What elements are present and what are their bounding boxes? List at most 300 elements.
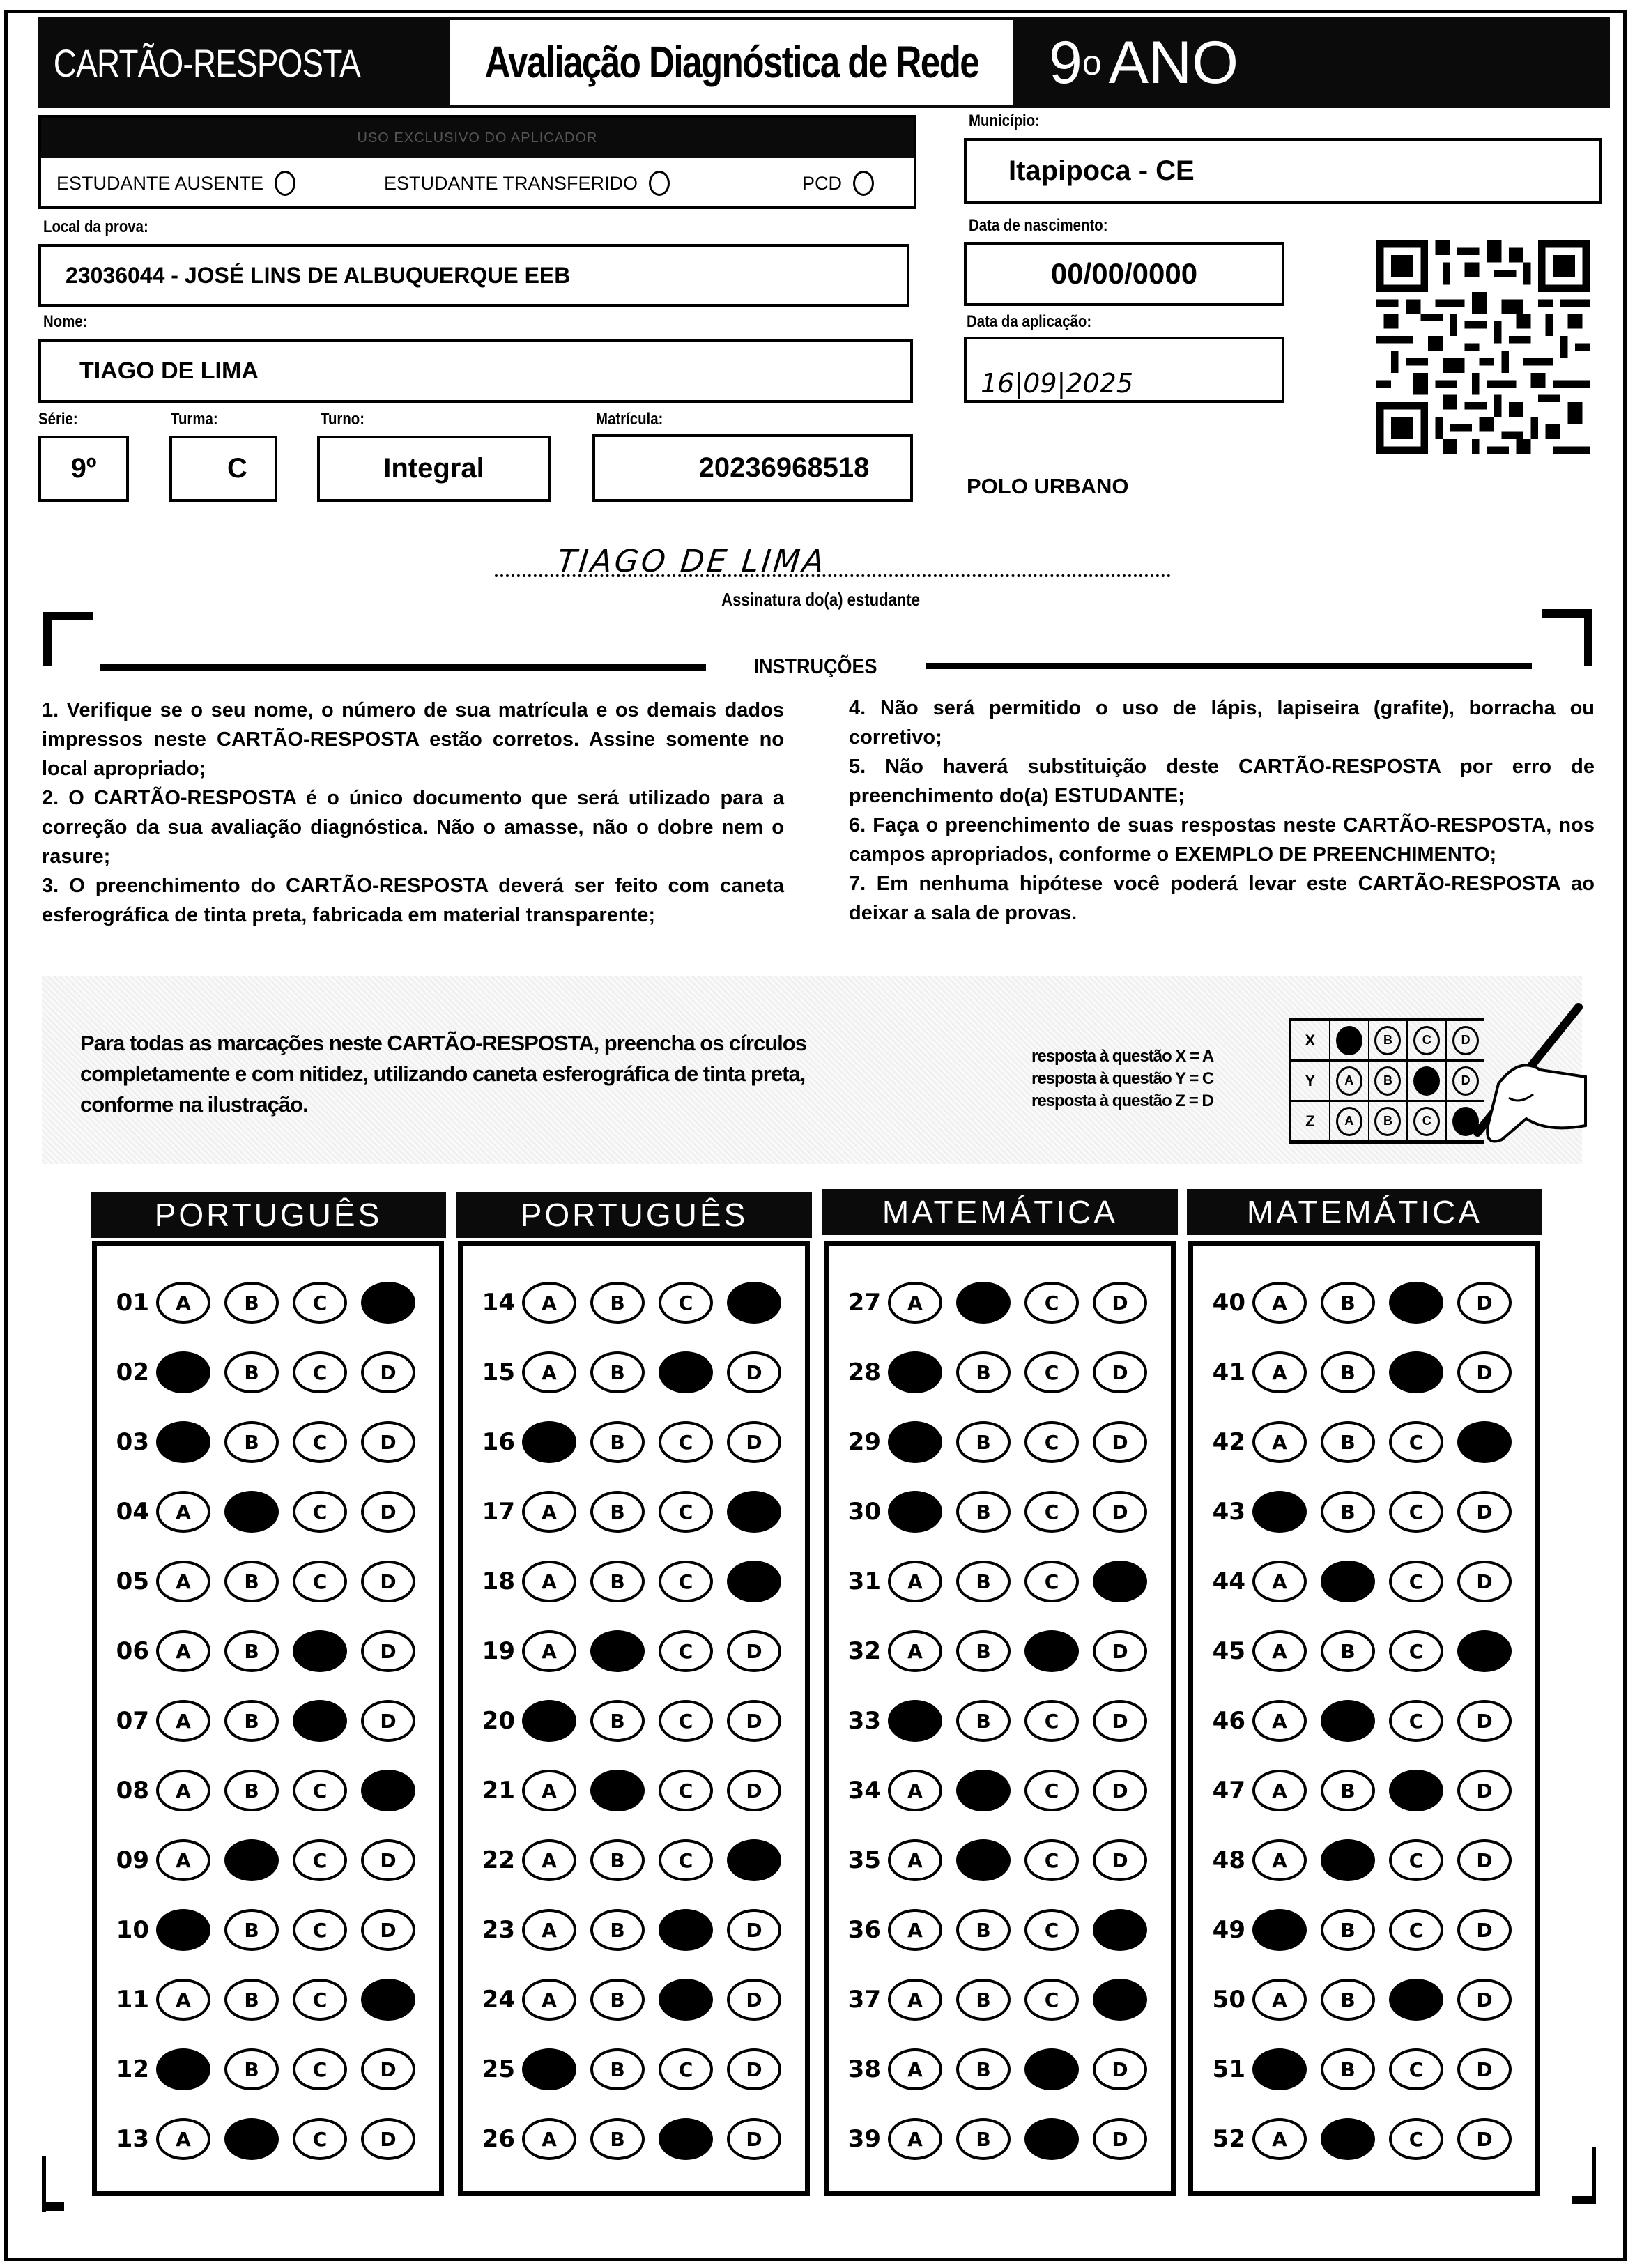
question-row <box>1204 1351 1526 1393</box>
hand-pen-icon <box>1436 1000 1589 1160</box>
question-number: 52 <box>1212 2125 1245 2153</box>
bubble-d[interactable] <box>361 1282 415 1324</box>
matricula-field <box>592 434 913 502</box>
bubble-a[interactable]: A <box>156 1630 210 1672</box>
question-number: 18 <box>482 1568 515 1595</box>
question-row <box>1204 1421 1526 1463</box>
bubble-a[interactable]: A <box>1252 2118 1307 2160</box>
bubble-c[interactable]: C <box>659 2048 713 2090</box>
question-row <box>839 1979 1161 2021</box>
question-row <box>473 1491 795 1533</box>
bubble-b[interactable]: B <box>224 1630 279 1672</box>
bubble-d[interactable]: D <box>1093 2048 1147 2090</box>
bubble-c[interactable]: C <box>1389 1491 1443 1533</box>
question-row <box>839 1770 1161 1811</box>
bubble-b[interactable]: B <box>956 1561 1011 1602</box>
radio-pcd[interactable] <box>853 171 874 196</box>
bubble-c[interactable]: C <box>1389 1561 1443 1602</box>
bubble-d[interactable]: D <box>361 1839 415 1881</box>
question-number: 27 <box>847 1289 881 1317</box>
bubble-d[interactable] <box>1093 1561 1147 1602</box>
bubble-a[interactable]: A <box>888 1839 942 1881</box>
bubble-a[interactable]: A <box>888 1282 942 1324</box>
aplicacao-label: Data da aplicação: <box>967 312 1092 331</box>
bubble-a[interactable] <box>522 1700 576 1742</box>
bubble-d[interactable]: D <box>727 1979 781 2021</box>
bubble-b[interactable] <box>224 2118 279 2160</box>
bubble-b[interactable]: B <box>956 1909 1011 1951</box>
corner-mark-br-h <box>1572 2196 1595 2204</box>
example-cell <box>1368 1062 1407 1100</box>
bubble-b[interactable]: B <box>1321 1909 1375 1951</box>
bubble-a[interactable] <box>888 1700 942 1742</box>
instruction-7: 7. Em nenhuma hipótese você poderá levar este CARTÃO-RESPOSTA ao deixar a sala de provas. <box>849 873 1595 924</box>
bubble-c[interactable] <box>1024 2048 1079 2090</box>
bubble-d[interactable]: D <box>727 1909 781 1951</box>
question-number: 46 <box>1212 1707 1245 1735</box>
bubble-a[interactable]: A <box>522 1909 576 1951</box>
bubble-b[interactable]: B <box>1321 1351 1375 1393</box>
bubble-a[interactable] <box>1252 2048 1307 2090</box>
bubble-d[interactable] <box>1457 1421 1512 1463</box>
turma-field <box>169 436 277 502</box>
question-row <box>1204 1561 1526 1602</box>
bubble-c[interactable]: C <box>293 1282 347 1324</box>
bubble-c[interactable] <box>659 2118 713 2160</box>
bubble-b[interactable]: B <box>956 1700 1011 1742</box>
bubble-c[interactable]: C <box>293 1491 347 1533</box>
bubble-c[interactable]: C <box>659 1630 713 1672</box>
bubble-c[interactable]: C <box>1389 1421 1443 1463</box>
bubble-c[interactable] <box>1389 1770 1443 1811</box>
bubble-a[interactable] <box>1252 1491 1307 1533</box>
bubble-d[interactable]: D <box>361 2118 415 2160</box>
bubble-a[interactable] <box>522 2048 576 2090</box>
bubble-c[interactable] <box>1389 1282 1443 1324</box>
bubble-b[interactable]: B <box>224 1909 279 1951</box>
question-row <box>107 1700 429 1742</box>
bubble-d[interactable]: D <box>1093 1839 1147 1881</box>
section-header-1: PORTUGUÊS <box>91 1192 446 1238</box>
bubble-c[interactable]: C <box>659 1839 713 1881</box>
bubble-d[interactable]: D <box>361 1421 415 1463</box>
bubble-b[interactable]: B <box>224 1282 279 1324</box>
section-header-4: MATEMÁTICA <box>1187 1189 1542 1235</box>
bubble-a[interactable]: A <box>522 1491 576 1533</box>
bubble-c[interactable]: C <box>1024 1770 1079 1811</box>
question-number: 31 <box>847 1568 881 1595</box>
bubble-c[interactable]: C <box>1024 1351 1079 1393</box>
question-row <box>473 1351 795 1393</box>
bubble-a[interactable]: A <box>888 1630 942 1672</box>
bubble-b[interactable]: B <box>956 1421 1011 1463</box>
aplicacao-field[interactable] <box>964 337 1284 403</box>
question-number: 01 <box>116 1289 149 1317</box>
bubble-d[interactable] <box>727 1491 781 1533</box>
bubble-b[interactable]: B <box>224 1700 279 1742</box>
bubble-a[interactable] <box>156 1909 210 1951</box>
bubble-b[interactable]: B <box>590 1839 645 1881</box>
question-row <box>1204 1909 1526 1951</box>
example-bubble-d: D <box>1452 1066 1479 1096</box>
bubble-c[interactable] <box>293 1700 347 1742</box>
instructions-right <box>849 694 1595 928</box>
bubble-a[interactable]: A <box>522 1770 576 1811</box>
bubble-d[interactable]: D <box>1093 1700 1147 1742</box>
bubble-b[interactable] <box>224 1491 279 1533</box>
bubble-a[interactable] <box>1252 1909 1307 1951</box>
bubble-b[interactable]: B <box>956 2118 1011 2160</box>
bubble-a[interactable] <box>156 1421 210 1463</box>
bubble-a[interactable]: A <box>1252 1421 1307 1463</box>
question-number: 13 <box>116 2125 149 2153</box>
question-number: 05 <box>116 1568 149 1595</box>
bubble-a[interactable]: A <box>156 1700 210 1742</box>
bubble-c[interactable] <box>659 1351 713 1393</box>
bubble-d[interactable]: D <box>1457 1491 1512 1533</box>
example-cell <box>1329 1062 1368 1100</box>
question-number: 40 <box>1212 1289 1245 1317</box>
bubble-c[interactable]: C <box>293 2048 347 2090</box>
option-pcd-label: PCD <box>802 172 843 194</box>
applicator-box <box>38 115 916 209</box>
bubble-a[interactable]: A <box>156 1979 210 2021</box>
bubble-d[interactable] <box>727 1839 781 1881</box>
answer-box-1 <box>92 1241 444 2196</box>
bubble-b[interactable]: B <box>1321 1491 1375 1533</box>
bubble-d[interactable]: D <box>1093 2118 1147 2160</box>
bubble-a[interactable]: A <box>888 2118 942 2160</box>
bubble-d[interactable]: D <box>1457 1282 1512 1324</box>
bubble-c[interactable] <box>1024 1630 1079 1672</box>
bubble-d[interactable] <box>727 1282 781 1324</box>
question-row <box>107 1491 429 1533</box>
nome-field <box>38 339 913 403</box>
bubble-b[interactable]: B <box>224 1770 279 1811</box>
bubble-b[interactable] <box>1321 2118 1375 2160</box>
bubble-d[interactable]: D <box>1457 1351 1512 1393</box>
bubble-c[interactable]: C <box>1024 1909 1079 1951</box>
question-number: 47 <box>1212 1777 1245 1805</box>
question-number: 26 <box>482 2125 515 2153</box>
bubble-c[interactable]: C <box>1389 1630 1443 1672</box>
bubble-d[interactable]: D <box>1093 1351 1147 1393</box>
instruction-5: 5. Não haverá substituição deste CARTÃO-RESPOSTA por erro de preenchimento do(a) ESTUDANTE; <box>849 756 1595 807</box>
bubble-b[interactable]: B <box>590 1979 645 2021</box>
bubble-a[interactable]: A <box>156 2118 210 2160</box>
question-row <box>473 1909 795 1951</box>
bubble-d[interactable]: D <box>727 1770 781 1811</box>
question-number: 37 <box>847 1986 881 2014</box>
option-absent-label: ESTUDANTE AUSENTE <box>56 172 264 194</box>
bubble-c[interactable]: C <box>293 1351 347 1393</box>
bubble-b[interactable]: B <box>1321 2048 1375 2090</box>
municipio-label: Município: <box>969 112 1040 130</box>
example-bubble-a: A <box>1336 1066 1362 1096</box>
bubble-a[interactable]: A <box>1252 1561 1307 1602</box>
bubble-d[interactable] <box>1457 1630 1512 1672</box>
bubble-a[interactable]: A <box>1252 1979 1307 2021</box>
bubble-a[interactable]: A <box>522 2118 576 2160</box>
example-cell <box>1329 1102 1368 1140</box>
bubble-a[interactable]: A <box>888 1770 942 1811</box>
bubble-c[interactable]: C <box>293 1561 347 1602</box>
example-question-label: Y <box>1289 1062 1329 1100</box>
bubble-a[interactable]: A <box>1252 1700 1307 1742</box>
instructions-rule-left <box>100 664 706 671</box>
bubble-c[interactable]: C <box>659 1282 713 1324</box>
question-number: 10 <box>116 1916 149 1944</box>
radio-absent[interactable] <box>275 171 295 196</box>
bubble-b[interactable]: B <box>590 1351 645 1393</box>
bubble-b[interactable] <box>1321 1561 1375 1602</box>
answer-box-4 <box>1188 1241 1540 2196</box>
bubble-a[interactable] <box>888 1351 942 1393</box>
bubble-d[interactable]: D <box>727 1700 781 1742</box>
bubble-b[interactable] <box>956 1282 1011 1324</box>
bubble-a[interactable]: A <box>522 1351 576 1393</box>
turma-label: Turma: <box>171 410 218 429</box>
bubble-d[interactable] <box>361 1770 415 1811</box>
bubble-d[interactable]: D <box>1457 1839 1512 1881</box>
bubble-d[interactable]: D <box>361 1630 415 1672</box>
question-row <box>839 1421 1161 1463</box>
bubble-b[interactable]: B <box>956 2048 1011 2090</box>
bubble-d[interactable]: D <box>727 1630 781 1672</box>
question-row <box>1204 1630 1526 1672</box>
bubble-d[interactable] <box>1093 1979 1147 2021</box>
bubble-d[interactable] <box>1093 1909 1147 1951</box>
bubble-a[interactable]: A <box>1252 1839 1307 1881</box>
bubble-d[interactable]: D <box>1457 1770 1512 1811</box>
bubble-a[interactable]: A <box>888 2048 942 2090</box>
bubble-c[interactable]: C <box>293 1909 347 1951</box>
bubble-c[interactable]: C <box>1389 1909 1443 1951</box>
matricula-value: 20236968518 <box>698 452 870 483</box>
bubble-b[interactable]: B <box>224 1351 279 1393</box>
bubble-d[interactable]: D <box>1457 1700 1512 1742</box>
bubble-b[interactable]: B <box>956 1351 1011 1393</box>
bubble-c[interactable]: C <box>659 1491 713 1533</box>
bubble-c[interactable] <box>659 1979 713 2021</box>
bubble-d[interactable]: D <box>1457 1979 1512 2021</box>
bubble-d[interactable]: D <box>1457 2118 1512 2160</box>
legend-x: resposta à questão X = A <box>1031 1047 1214 1066</box>
option-transferred[interactable] <box>384 171 802 196</box>
bubble-b[interactable]: B <box>224 1979 279 2021</box>
bubble-b[interactable]: B <box>590 2118 645 2160</box>
bubble-b[interactable]: B <box>1321 1630 1375 1672</box>
bubble-a[interactable] <box>156 2048 210 2090</box>
question-number: 32 <box>847 1637 881 1665</box>
bubble-d[interactable]: D <box>361 1351 415 1393</box>
signature-line[interactable] <box>495 574 1171 577</box>
bubble-a[interactable]: A <box>156 1770 210 1811</box>
bubble-b[interactable]: B <box>1321 1770 1375 1811</box>
nascimento-value: 00/00/0000 <box>1050 257 1198 290</box>
bubble-d[interactable]: D <box>361 1909 415 1951</box>
bubble-a[interactable]: A <box>888 1979 942 2021</box>
bubble-b[interactable]: B <box>590 1561 645 1602</box>
question-row <box>473 1770 795 1811</box>
bubble-c[interactable] <box>293 1630 347 1672</box>
bubble-d[interactable]: D <box>1093 1630 1147 1672</box>
bubble-c[interactable]: C <box>659 1700 713 1742</box>
bubble-d[interactable]: D <box>1093 1282 1147 1324</box>
bubble-c[interactable]: C <box>1389 2048 1443 2090</box>
bubble-a[interactable]: A <box>522 1630 576 1672</box>
bubble-c[interactable] <box>1389 1351 1443 1393</box>
question-row <box>1204 2048 1526 2090</box>
bubble-c[interactable]: C <box>1389 1839 1443 1881</box>
fill-example-text: Para todas as marcações neste CARTÃO-RESPOSTA, preencha os círculos completamente e com nitidez, utilizando caneta esferográfica de tinta preta, conforme na ilustração. <box>80 1031 806 1117</box>
bubble-b[interactable]: B <box>590 1282 645 1324</box>
bubble-a[interactable]: A <box>522 1839 576 1881</box>
bubble-d[interactable] <box>361 1979 415 2021</box>
instructions-left <box>42 696 784 930</box>
instruction-6: 6. Faça o preenchimento de suas respostas neste CARTÃO-RESPOSTA, nos campos apropriados, conforme o EXEMPLO DE PREENCHIMENTO; <box>849 814 1595 866</box>
bubble-c[interactable]: C <box>293 2118 347 2160</box>
bubble-b[interactable] <box>590 1770 645 1811</box>
question-number: 20 <box>482 1707 515 1735</box>
bubble-b[interactable]: B <box>1321 1979 1375 2021</box>
bubble-d[interactable]: D <box>727 2048 781 2090</box>
bubble-c[interactable] <box>659 1909 713 1951</box>
question-row <box>839 1700 1161 1742</box>
question-row <box>839 1351 1161 1393</box>
bubble-b[interactable]: B <box>224 1561 279 1602</box>
bubble-a[interactable] <box>156 1351 210 1393</box>
bubble-b[interactable]: B <box>590 1421 645 1463</box>
question-row <box>473 2118 795 2160</box>
bubble-c[interactable]: C <box>1024 1282 1079 1324</box>
bubble-d[interactable]: D <box>1457 1561 1512 1602</box>
example-bubble-b: B <box>1374 1026 1401 1055</box>
applicator-bar: USO EXCLUSIVO DO APLICADOR <box>41 118 914 158</box>
grade-label <box>1049 17 1238 108</box>
example-bubble-c: C <box>1413 1107 1440 1136</box>
bubble-b[interactable]: B <box>956 1979 1011 2021</box>
bubble-a[interactable] <box>888 1491 942 1533</box>
bubble-a[interactable]: A <box>888 1561 942 1602</box>
question-row <box>473 1700 795 1742</box>
bubble-d[interactable]: D <box>727 1421 781 1463</box>
corner-mark-tr-v <box>1584 609 1592 666</box>
bubble-c[interactable]: C <box>1024 1979 1079 2021</box>
bubble-b[interactable]: B <box>1321 1421 1375 1463</box>
bubble-b[interactable]: B <box>590 1700 645 1742</box>
bubble-a[interactable]: A <box>156 1282 210 1324</box>
bubble-b[interactable]: B <box>1321 1282 1375 1324</box>
bubble-a[interactable]: A <box>1252 1630 1307 1672</box>
bubble-a[interactable]: A <box>522 1979 576 2021</box>
bubble-c[interactable]: C <box>1389 2118 1443 2160</box>
bubble-a[interactable]: A <box>1252 1770 1307 1811</box>
bubble-c[interactable]: C <box>659 1561 713 1602</box>
signature-caption: Assinatura do(a) estudante <box>721 589 921 610</box>
bubble-a[interactable]: A <box>156 1491 210 1533</box>
bubble-b[interactable] <box>1321 1839 1375 1881</box>
question-row <box>1204 1770 1526 1811</box>
bubble-a[interactable]: A <box>1252 1282 1307 1324</box>
bubble-b[interactable] <box>224 1839 279 1881</box>
bubble-c[interactable]: C <box>659 1421 713 1463</box>
bubble-a[interactable] <box>522 1421 576 1463</box>
bubble-c[interactable]: C <box>1024 1561 1079 1602</box>
bubble-a[interactable] <box>888 1421 942 1463</box>
bubble-b[interactable] <box>590 1630 645 1672</box>
question-row <box>107 2118 429 2160</box>
bubble-d[interactable]: D <box>361 1491 415 1533</box>
instruction-3: 3. O preenchimento do CARTÃO-RESPOSTA deverá ser feito com caneta esferográfica de tinta preta, fabricada em material transparente; <box>42 875 784 926</box>
bubble-b[interactable]: B <box>590 2048 645 2090</box>
answer-box-2 <box>458 1241 810 2196</box>
bubble-c[interactable]: C <box>1024 1700 1079 1742</box>
question-row <box>473 1421 795 1463</box>
bubble-d[interactable]: D <box>1093 1491 1147 1533</box>
nascimento-field <box>964 242 1284 306</box>
bubble-c[interactable] <box>1389 1979 1443 2021</box>
bubble-b[interactable] <box>956 1839 1011 1881</box>
bubble-b[interactable]: B <box>956 1630 1011 1672</box>
bubble-b[interactable]: B <box>590 1491 645 1533</box>
card-title: CARTÃO-RESPOSTA <box>53 40 360 85</box>
bubble-a[interactable]: A <box>156 1561 210 1602</box>
bubble-b[interactable]: B <box>224 2048 279 2090</box>
bubble-d[interactable]: D <box>1093 1421 1147 1463</box>
bubble-d[interactable]: D <box>727 1351 781 1393</box>
bubble-b[interactable]: B <box>224 1421 279 1463</box>
bubble-a[interactable]: A <box>888 1909 942 1951</box>
bubble-b[interactable] <box>956 1770 1011 1811</box>
bubble-b[interactable] <box>1321 1700 1375 1742</box>
bubble-a[interactable]: A <box>522 1282 576 1324</box>
bubble-d[interactable]: D <box>1457 2048 1512 2090</box>
bubble-d[interactable]: D <box>727 2118 781 2160</box>
bubble-c[interactable]: C <box>1024 1839 1079 1881</box>
bubble-a[interactable]: A <box>156 1839 210 1881</box>
bubble-d[interactable]: D <box>361 2048 415 2090</box>
option-pcd[interactable] <box>802 171 874 196</box>
bubble-a[interactable]: A <box>1252 1351 1307 1393</box>
bubble-b[interactable]: B <box>590 1909 645 1951</box>
radio-transferred[interactable] <box>649 171 670 196</box>
question-row <box>107 1421 429 1463</box>
bubble-d[interactable]: D <box>361 1700 415 1742</box>
question-number: 43 <box>1212 1498 1245 1526</box>
bubble-c[interactable]: C <box>1024 1421 1079 1463</box>
bubble-c[interactable]: C <box>293 1770 347 1811</box>
option-absent[interactable] <box>56 171 384 196</box>
bubble-a[interactable]: A <box>522 1561 576 1602</box>
bubble-d[interactable]: D <box>361 1561 415 1602</box>
bubble-b[interactable]: B <box>956 1491 1011 1533</box>
bubble-c[interactable]: C <box>293 1979 347 2021</box>
question-number: 08 <box>116 1777 149 1805</box>
question-number: 11 <box>116 1986 149 2014</box>
bubble-c[interactable]: C <box>293 1421 347 1463</box>
bubble-c[interactable]: C <box>1024 1491 1079 1533</box>
bubble-d[interactable] <box>727 1561 781 1602</box>
bubble-c[interactable]: C <box>293 1839 347 1881</box>
bubble-d[interactable]: D <box>1457 1909 1512 1951</box>
instruction-2: 2. O CARTÃO-RESPOSTA é o único documento que será utilizado para a correção da sua avaliação diagnóstica. Não o amasse, não o dobre nem o rasure; <box>42 787 784 868</box>
bubble-c[interactable]: C <box>659 1770 713 1811</box>
bubble-d[interactable]: D <box>1093 1770 1147 1811</box>
bubble-c[interactable] <box>1024 2118 1079 2160</box>
bubble-c[interactable]: C <box>1389 1700 1443 1742</box>
local-label: Local da prova: <box>43 217 148 236</box>
